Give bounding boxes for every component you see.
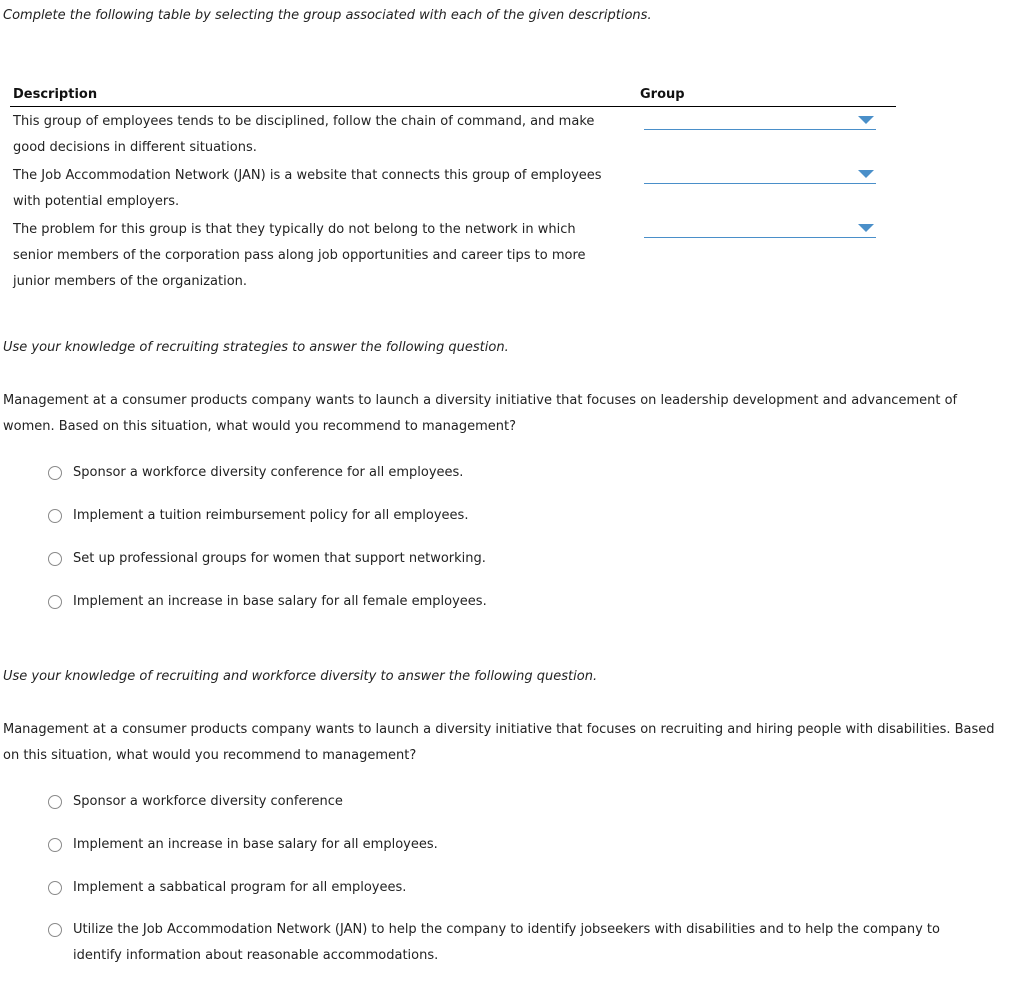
question-2-scenario-line: on this situation, what would you recommend to management? xyxy=(3,748,417,763)
radio-button[interactable] xyxy=(48,466,62,480)
option-label: Implement a sabbatical program for all employees. xyxy=(73,880,407,895)
radio-button[interactable] xyxy=(48,838,62,852)
option-label: Sponsor a workforce diversity conference xyxy=(73,794,343,809)
radio-button[interactable] xyxy=(48,595,62,609)
row-description-line: The problem for this group is that they typically do not belong to the network in which xyxy=(13,222,576,237)
question-2-scenario-line: Management at a consumer products company wants to launch a diversity initiative that focuses on recruiting and hiring people with disabilities. Based xyxy=(3,722,995,737)
radio-button[interactable] xyxy=(48,923,62,937)
row-description-line: good decisions in different situations. xyxy=(13,140,257,155)
row-description-line: This group of employees tends to be disciplined, follow the chain of command, and make xyxy=(13,114,595,129)
radio-button[interactable] xyxy=(48,881,62,895)
dropdown-arrow-icon xyxy=(858,224,874,232)
group-select-row-1[interactable] xyxy=(644,115,876,130)
question-1-scenario-line: Management at a consumer products company wants to launch a diversity initiative that focuses on leadership development and advancement of xyxy=(3,393,958,408)
dropdown-arrow-icon xyxy=(858,116,874,124)
option-label: Implement a tuition reimbursement policy for all employees. xyxy=(73,508,469,523)
option-label: Sponsor a workforce diversity conference for all employees. xyxy=(73,465,464,480)
description-header: Description xyxy=(13,87,98,102)
row-description-line: senior members of the corporation pass along job opportunities and career tips to more xyxy=(13,248,586,263)
group-select-row-3[interactable] xyxy=(644,223,876,238)
row-description-line: with potential employers. xyxy=(13,194,180,209)
group-header: Group xyxy=(640,87,685,102)
option-label: Implement an increase in base salary for all employees. xyxy=(73,837,438,852)
option-label: Utilize the Job Accommodation Network (JAN) to help the company to identify jobseekers with disabilities and to help the company to identify information about reasonable accommodations. xyxy=(73,922,940,963)
question-1-prompt: Use your knowledge of recruiting strategies to answer the following question. xyxy=(3,340,509,355)
question-1-scenario-line: women. Based on this situation, what would you recommend to management? xyxy=(3,419,517,434)
row-description-line: The Job Accommodation Network (JAN) is a website that connects this group of employees xyxy=(13,168,602,183)
radio-button[interactable] xyxy=(48,509,62,523)
question-2-prompt: Use your knowledge of recruiting and workforce diversity to answer the following question. xyxy=(3,669,598,684)
row-description-line: junior members of the organization. xyxy=(13,274,248,289)
dropdown-arrow-icon xyxy=(858,170,874,178)
radio-button[interactable] xyxy=(48,795,62,809)
option-label: Set up professional groups for women that support networking. xyxy=(73,551,486,566)
option-label: Implement an increase in base salary for all female employees. xyxy=(73,594,487,609)
radio-button[interactable] xyxy=(48,552,62,566)
instruction-text: Complete the following table by selecting the group associated with each of the given descriptions. xyxy=(3,8,652,23)
table-header-divider xyxy=(10,106,896,107)
group-select-row-2[interactable] xyxy=(644,169,876,184)
